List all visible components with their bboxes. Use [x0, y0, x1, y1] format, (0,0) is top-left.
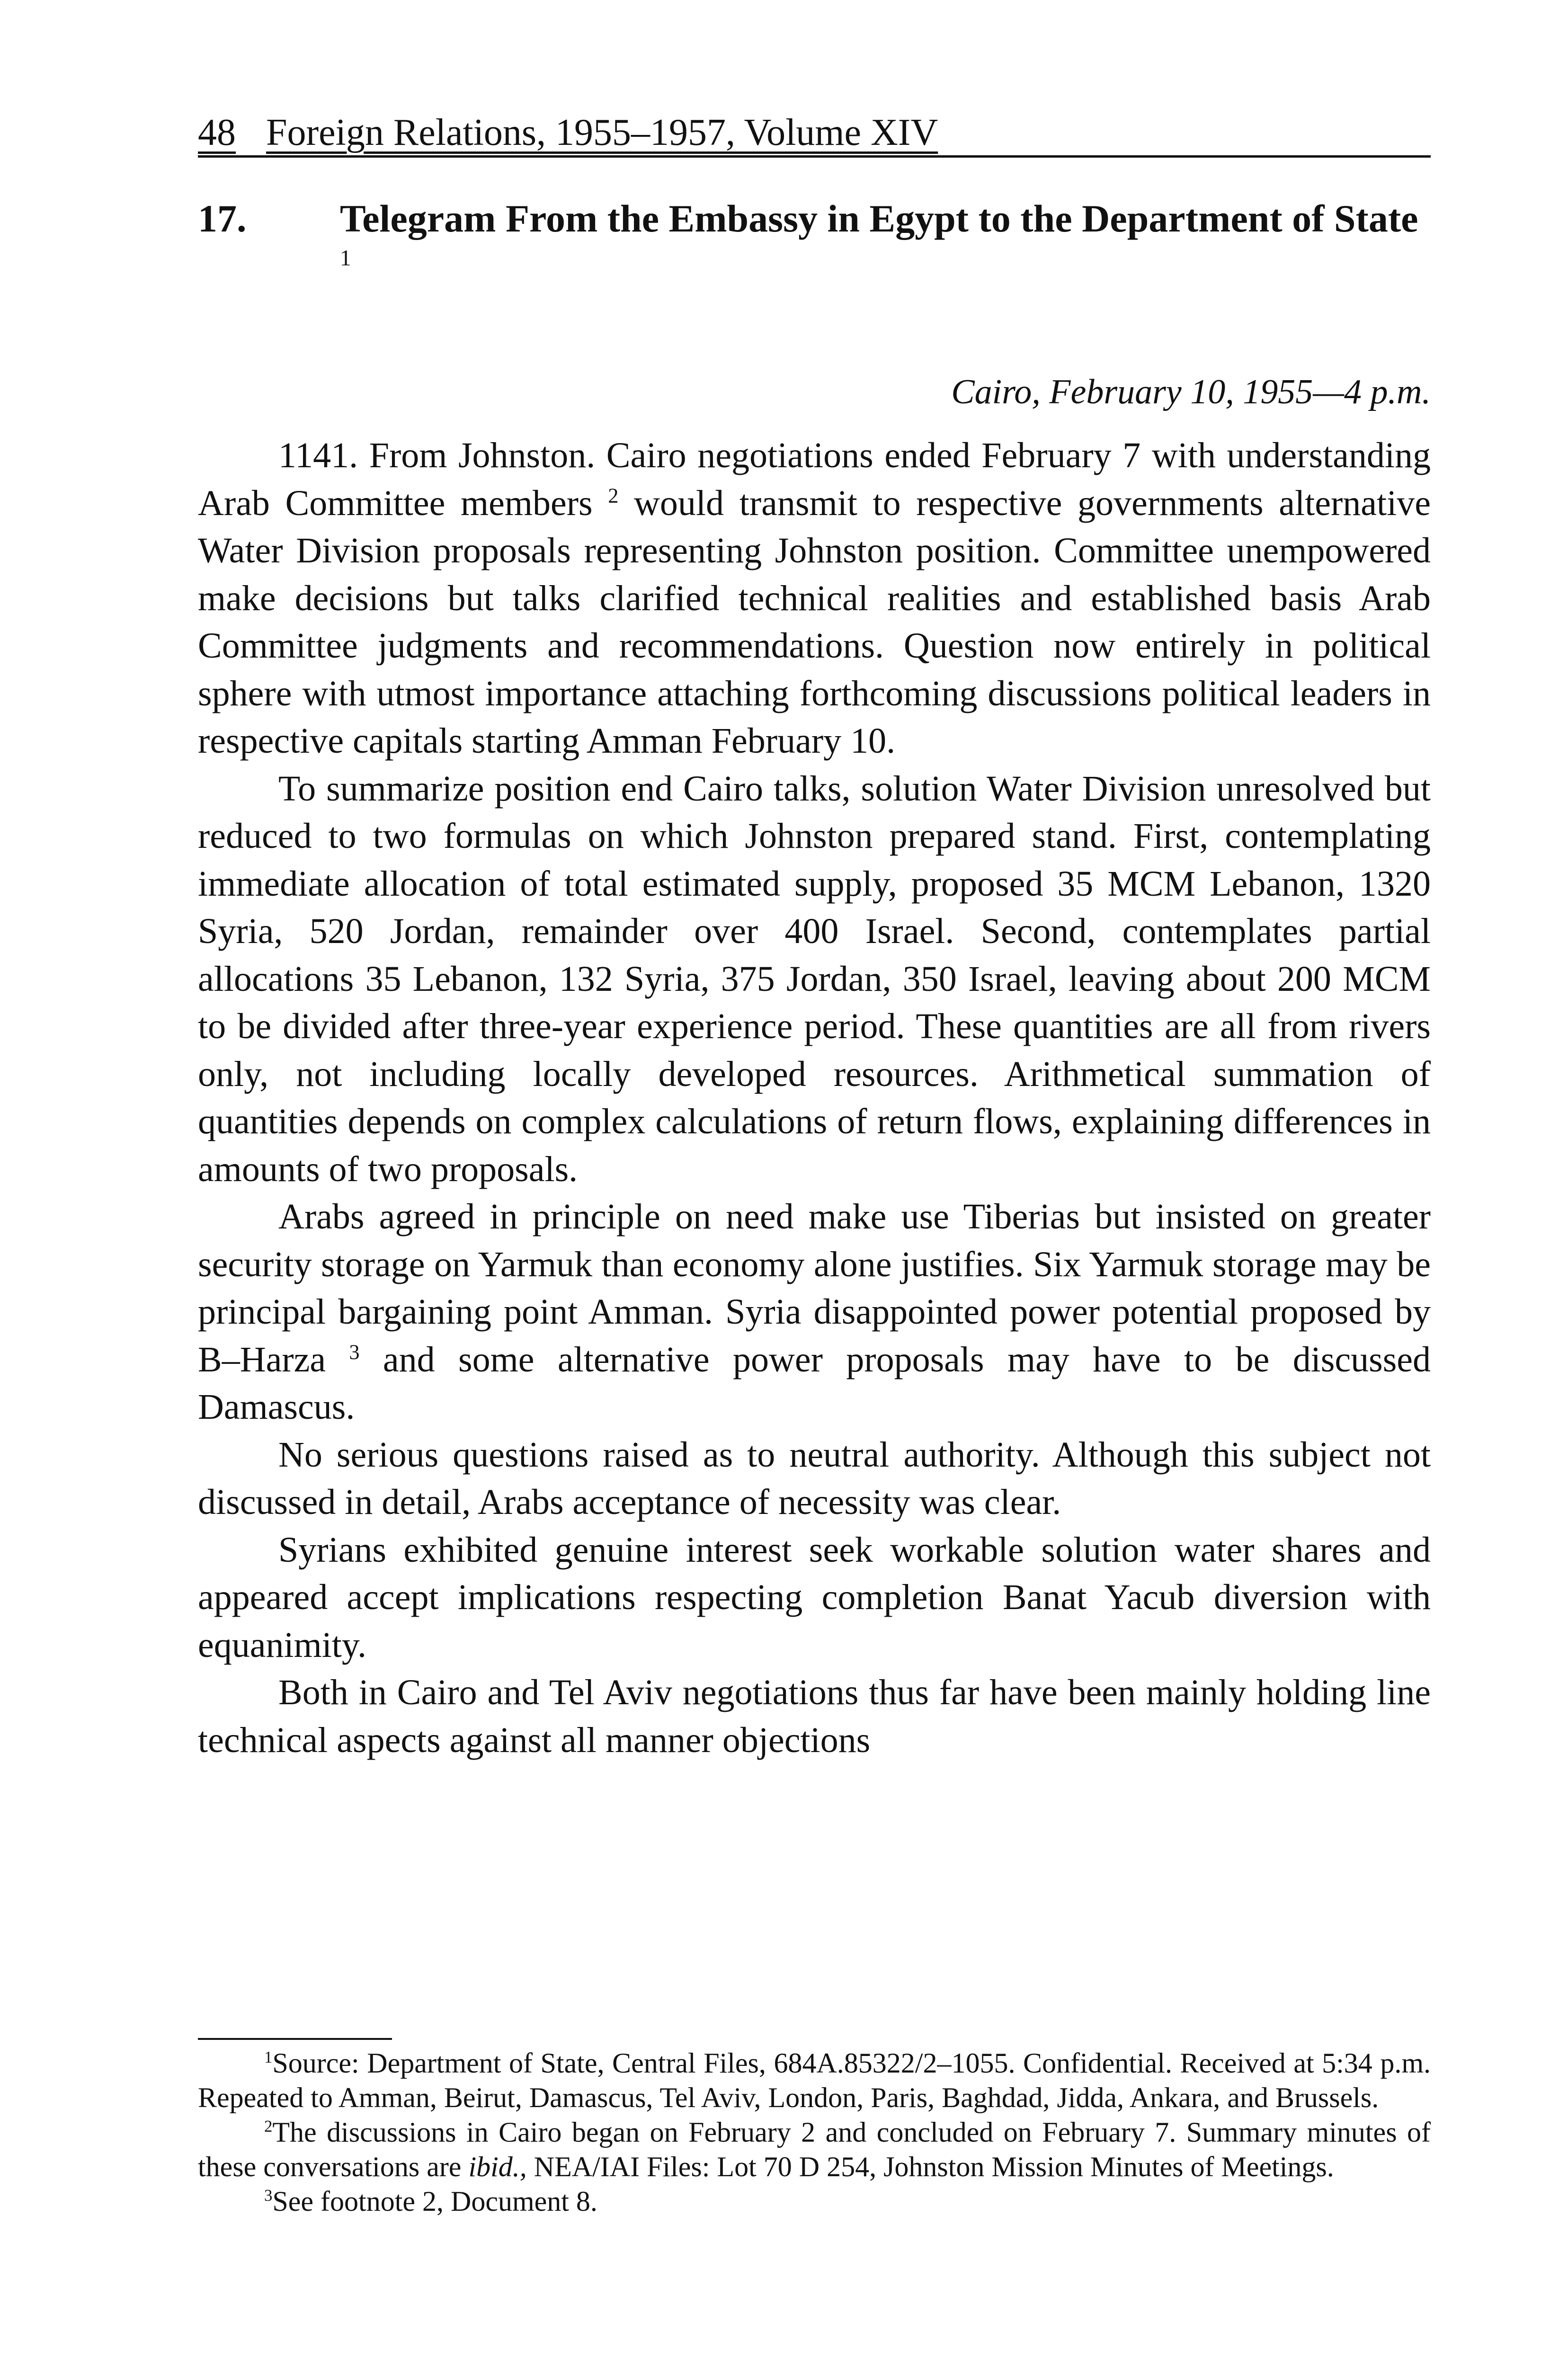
footnote-ref-1: 1 — [340, 246, 351, 271]
running-header — [198, 110, 1431, 158]
document-title — [340, 195, 1431, 290]
paragraph-5: Syrians exhibited genuine interest seek workable solution water shares and appeared accept implications respecting completion Banat Yacub diversion with equanimity. — [198, 1530, 1431, 1665]
footnote-3-mark: 3 — [264, 2186, 273, 2205]
footnote-2 — [198, 2115, 1431, 2184]
footnote-ref-2: 2 — [608, 484, 619, 507]
footnote-1-text: Source: Department of State, Central Files, 684A.85322/2–1055. Confidential. Received at 5:34 p.m. Repeated to Amman, Beirut, Damascus, Tel Aviv, London, Paris, Baghdad, Jidda, Ankara, and Brussels. — [198, 2047, 1431, 2113]
page-number: 48 — [198, 112, 236, 153]
paragraph-2: To summarize position end Cairo talks, solution Water Division unresolved but reduced to two formulas on which Johnston prepared stand. First, contemplating immediate allocation of total estimated supply, proposed 35 MCM Lebanon, 1320 Syria, 520 Jordan, remainder over 400 Israel. Second, contemplates partial allocations 35 Lebanon, 132 Syria, 375 Jordan, 350 Israel, leaving about 200 MCM to be divided after three-year experience period. These quantities are all from rivers only, not including locally developed resources. Arithmetical summation of quantities depends on complex calculations of return flows, explaining differences in amounts of two proposals. — [198, 768, 1431, 1189]
footnote-2-ibid: ibid., — [468, 2151, 527, 2182]
document-heading — [198, 195, 1431, 290]
footnotes — [198, 2046, 1431, 2219]
paragraph-3-text-a: Arabs agreed in principle on need make use Tiberias but insisted on greater security storage on Yarmuk than economy alone justifies. Six Yarmuk storage may be principal bargaining point Amman. Syria disappointed power potential proposed by B–Harza — [198, 1197, 1431, 1379]
paragraph-4: No serious questions raised as to neutral authority. Although this subject not discussed in detail, Arabs acceptance of necessity was clear. — [198, 1434, 1431, 1522]
footnote-2-mark: 2 — [264, 2117, 273, 2136]
footnote-3-text: See footnote 2, Document 8. — [272, 2186, 597, 2217]
footnote-1 — [198, 2046, 1431, 2115]
document-title-text: Telegram From the Embassy in Egypt to the Department of State — [340, 197, 1418, 240]
telegram-body — [198, 432, 1431, 1764]
paragraph-3-text-b: and some alternative power proposals may have to be discussed Damascus. — [198, 1339, 1431, 1427]
paragraph-3 — [198, 1193, 1431, 1431]
running-title: Foreign Relations, 1955–1957, Volume XIV — [266, 112, 938, 153]
document-number: 17. — [198, 197, 247, 240]
footnote-2-text-b: NEA/IAI Files: Lot 70 D 254, Johnston Mission Minutes of Meetings. — [534, 2151, 1334, 2182]
paragraph-1 — [198, 432, 1431, 765]
footnote-1-mark: 1 — [264, 2048, 273, 2066]
paragraph-6: Both in Cairo and Tel Aviv negotiations thus far have been mainly holding line technical aspects against all manner objections — [198, 1673, 1431, 1760]
dateline: Cairo, February 10, 1955—4 p.m. — [951, 373, 1431, 411]
footnote-3 — [198, 2184, 1431, 2219]
footnote-divider — [198, 2038, 392, 2040]
paragraph-1-text-a: 1141. From Johnston. Cairo negotiations ended February 7 with understanding Arab Committee members — [198, 436, 1431, 523]
footnote-ref-3: 3 — [349, 1340, 360, 1364]
paragraph-1-text-b: would transmit to respective governments alternative Water Division proposals representing Johnston position. Committee unempowered make decisions but talks clarified technical realities and established basis Arab Committee judgments and recommendations. Question now entirely in political sphere with utmost importance attaching forthcoming discussions political leaders in respective capitals starting Amman February 10. — [198, 483, 1431, 761]
footnote-2-text-a: The discussions in Cairo began on February 2 and concluded on February 7. Summary minutes of these conversations are — [198, 2117, 1431, 2182]
